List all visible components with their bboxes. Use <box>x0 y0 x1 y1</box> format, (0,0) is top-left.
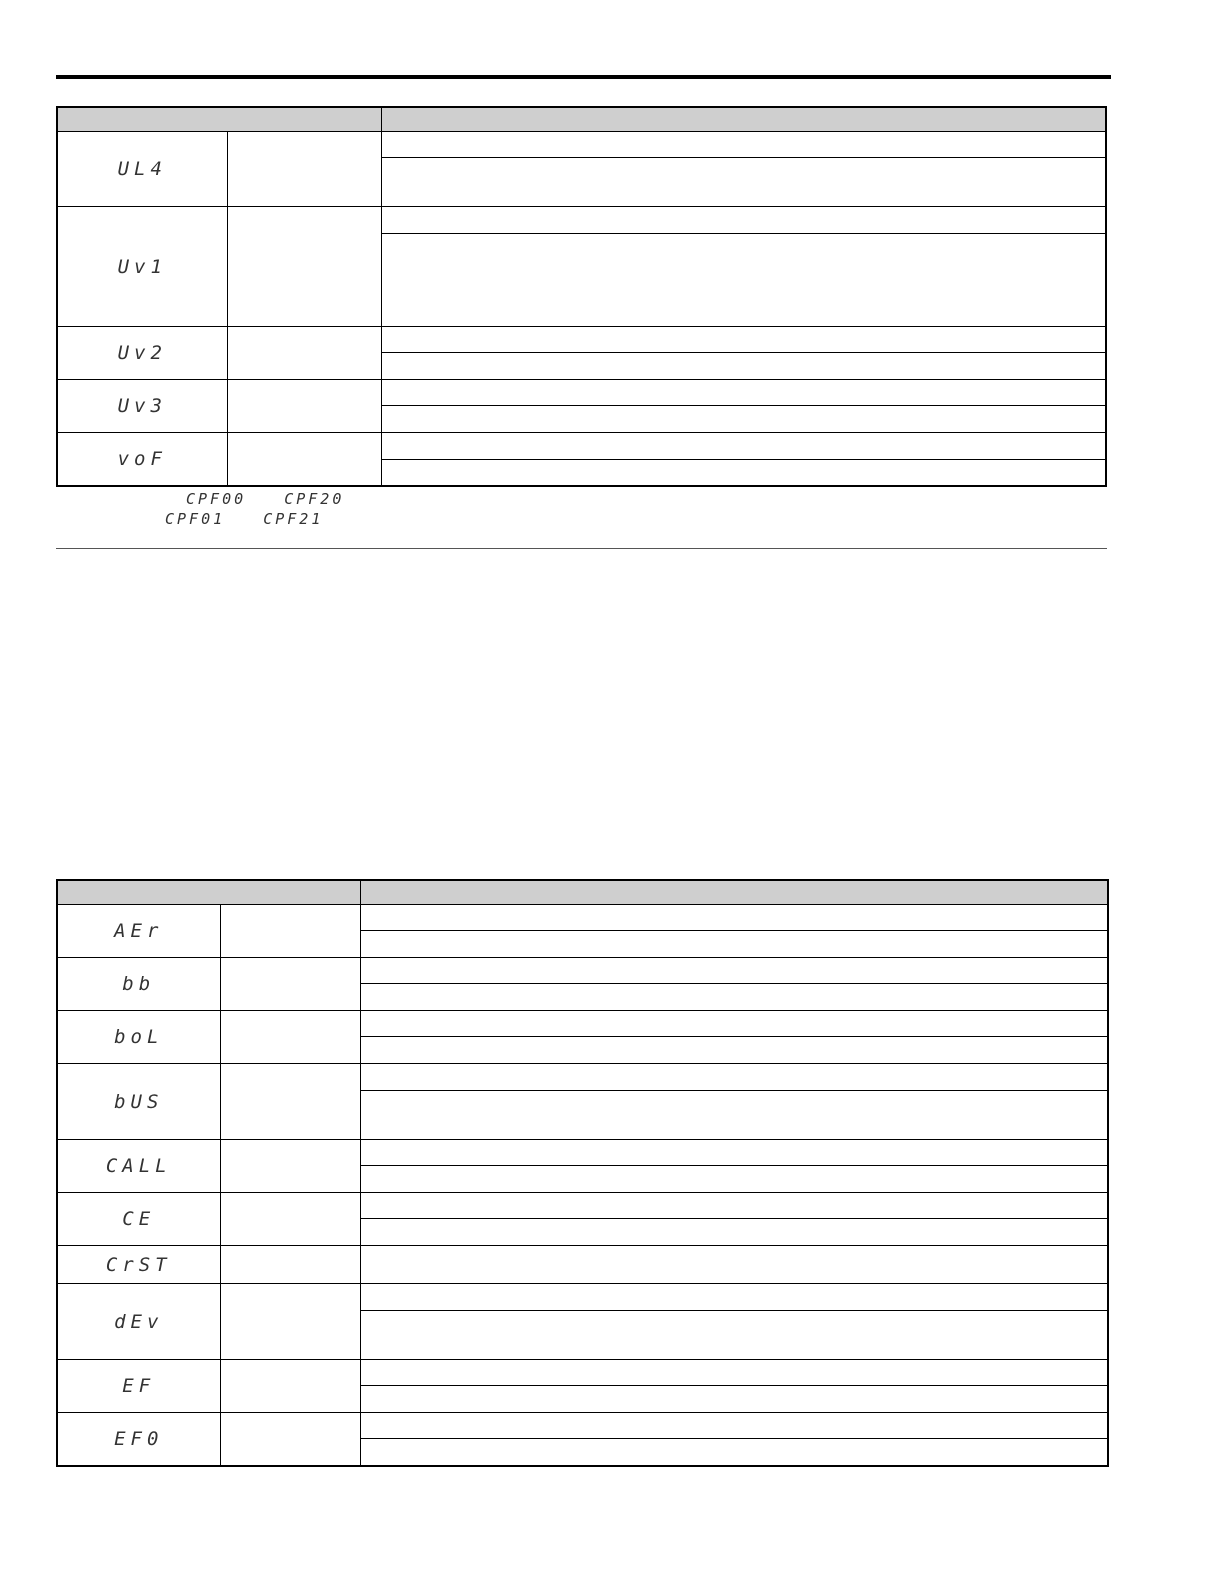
table-row <box>57 1284 1108 1311</box>
table-row <box>57 1011 1108 1037</box>
cause-cell <box>360 1011 1108 1037</box>
header-code-column <box>57 880 360 905</box>
alarm-table-2 <box>56 879 1109 1467</box>
header-code-column <box>57 107 381 132</box>
display-code: boL <box>57 1011 220 1064</box>
cause-cell <box>360 958 1108 984</box>
footnote-code: CPF00 <box>186 490 247 508</box>
display-code: AEr <box>57 905 220 958</box>
possible-solution-cell <box>360 1311 1108 1360</box>
footnote-codes-line2 <box>165 510 323 528</box>
footnote-codes-line1 <box>186 490 344 508</box>
display-code: Uv3 <box>57 380 227 433</box>
display-code: CALL <box>57 1140 220 1193</box>
possible-solution-cell <box>360 984 1108 1011</box>
table-row <box>57 905 1108 931</box>
table-row <box>57 1193 1108 1219</box>
fault-name-cell <box>220 1413 360 1467</box>
cause-cell <box>360 1193 1108 1219</box>
fault-name-cell <box>227 380 381 433</box>
display-code: UL4 <box>57 132 227 207</box>
fault-name-cell <box>220 1064 360 1140</box>
fault-name-cell <box>220 1246 360 1284</box>
possible-solution-cell <box>381 406 1106 433</box>
possible-solution-cell <box>381 460 1106 487</box>
top-rule <box>56 75 1111 79</box>
display-code: voF <box>57 433 227 487</box>
table-row <box>57 1413 1108 1439</box>
display-code: EF <box>57 1360 220 1413</box>
table-row <box>57 132 1106 158</box>
possible-solution-cell <box>360 931 1108 958</box>
display-code: Uv1 <box>57 207 227 327</box>
possible-solution-cell <box>381 158 1106 207</box>
fault-name-cell <box>220 1284 360 1360</box>
display-code: CE <box>57 1193 220 1246</box>
fault-name-cell <box>220 1193 360 1246</box>
cause-cell <box>360 1064 1108 1091</box>
possible-solution-cell <box>360 1219 1108 1246</box>
fault-name-cell <box>220 1011 360 1064</box>
cause-cell <box>360 1246 1108 1284</box>
fault-table-1 <box>56 106 1107 487</box>
table-row <box>57 380 1106 406</box>
possible-solution-cell <box>381 234 1106 327</box>
table-row <box>57 1140 1108 1166</box>
possible-solution-cell <box>360 1091 1108 1140</box>
footnote-code: CPF20 <box>284 490 345 508</box>
table-row <box>57 327 1106 353</box>
section-divider <box>56 548 1107 549</box>
table-row <box>57 958 1108 984</box>
table-row <box>57 1246 1108 1284</box>
fault-name-cell <box>227 132 381 207</box>
possible-solution-cell <box>360 1439 1108 1467</box>
fault-name-cell <box>227 207 381 327</box>
header-description-column <box>381 107 1106 132</box>
table-row <box>57 1360 1108 1386</box>
display-code: CrST <box>57 1246 220 1284</box>
cause-cell <box>381 327 1106 353</box>
cause-cell <box>360 1360 1108 1386</box>
table-header <box>57 880 1108 905</box>
display-code: EF0 <box>57 1413 220 1467</box>
possible-solution-cell <box>381 353 1106 380</box>
table-header <box>57 107 1106 132</box>
display-code: bb <box>57 958 220 1011</box>
cause-cell <box>381 207 1106 234</box>
footnote-code: CPF21 <box>263 510 324 528</box>
cause-cell <box>360 1413 1108 1439</box>
cause-cell <box>381 132 1106 158</box>
display-code: dEv <box>57 1284 220 1360</box>
table-row <box>57 207 1106 234</box>
table-row <box>57 1064 1108 1091</box>
fault-name-cell <box>220 958 360 1011</box>
table-row <box>57 433 1106 460</box>
cause-cell <box>381 433 1106 460</box>
fault-name-cell <box>227 327 381 380</box>
header-description-column <box>360 880 1108 905</box>
cause-cell <box>381 380 1106 406</box>
fault-name-cell <box>227 433 381 487</box>
fault-name-cell <box>220 1140 360 1193</box>
cause-cell <box>360 1140 1108 1166</box>
possible-solution-cell <box>360 1386 1108 1413</box>
possible-solution-cell <box>360 1166 1108 1193</box>
footnote-code: CPF01 <box>165 510 226 528</box>
display-code: bUS <box>57 1064 220 1140</box>
cause-cell <box>360 905 1108 931</box>
fault-name-cell <box>220 905 360 958</box>
possible-solution-cell <box>360 1037 1108 1064</box>
cause-cell <box>360 1284 1108 1311</box>
display-code: Uv2 <box>57 327 227 380</box>
fault-name-cell <box>220 1360 360 1413</box>
